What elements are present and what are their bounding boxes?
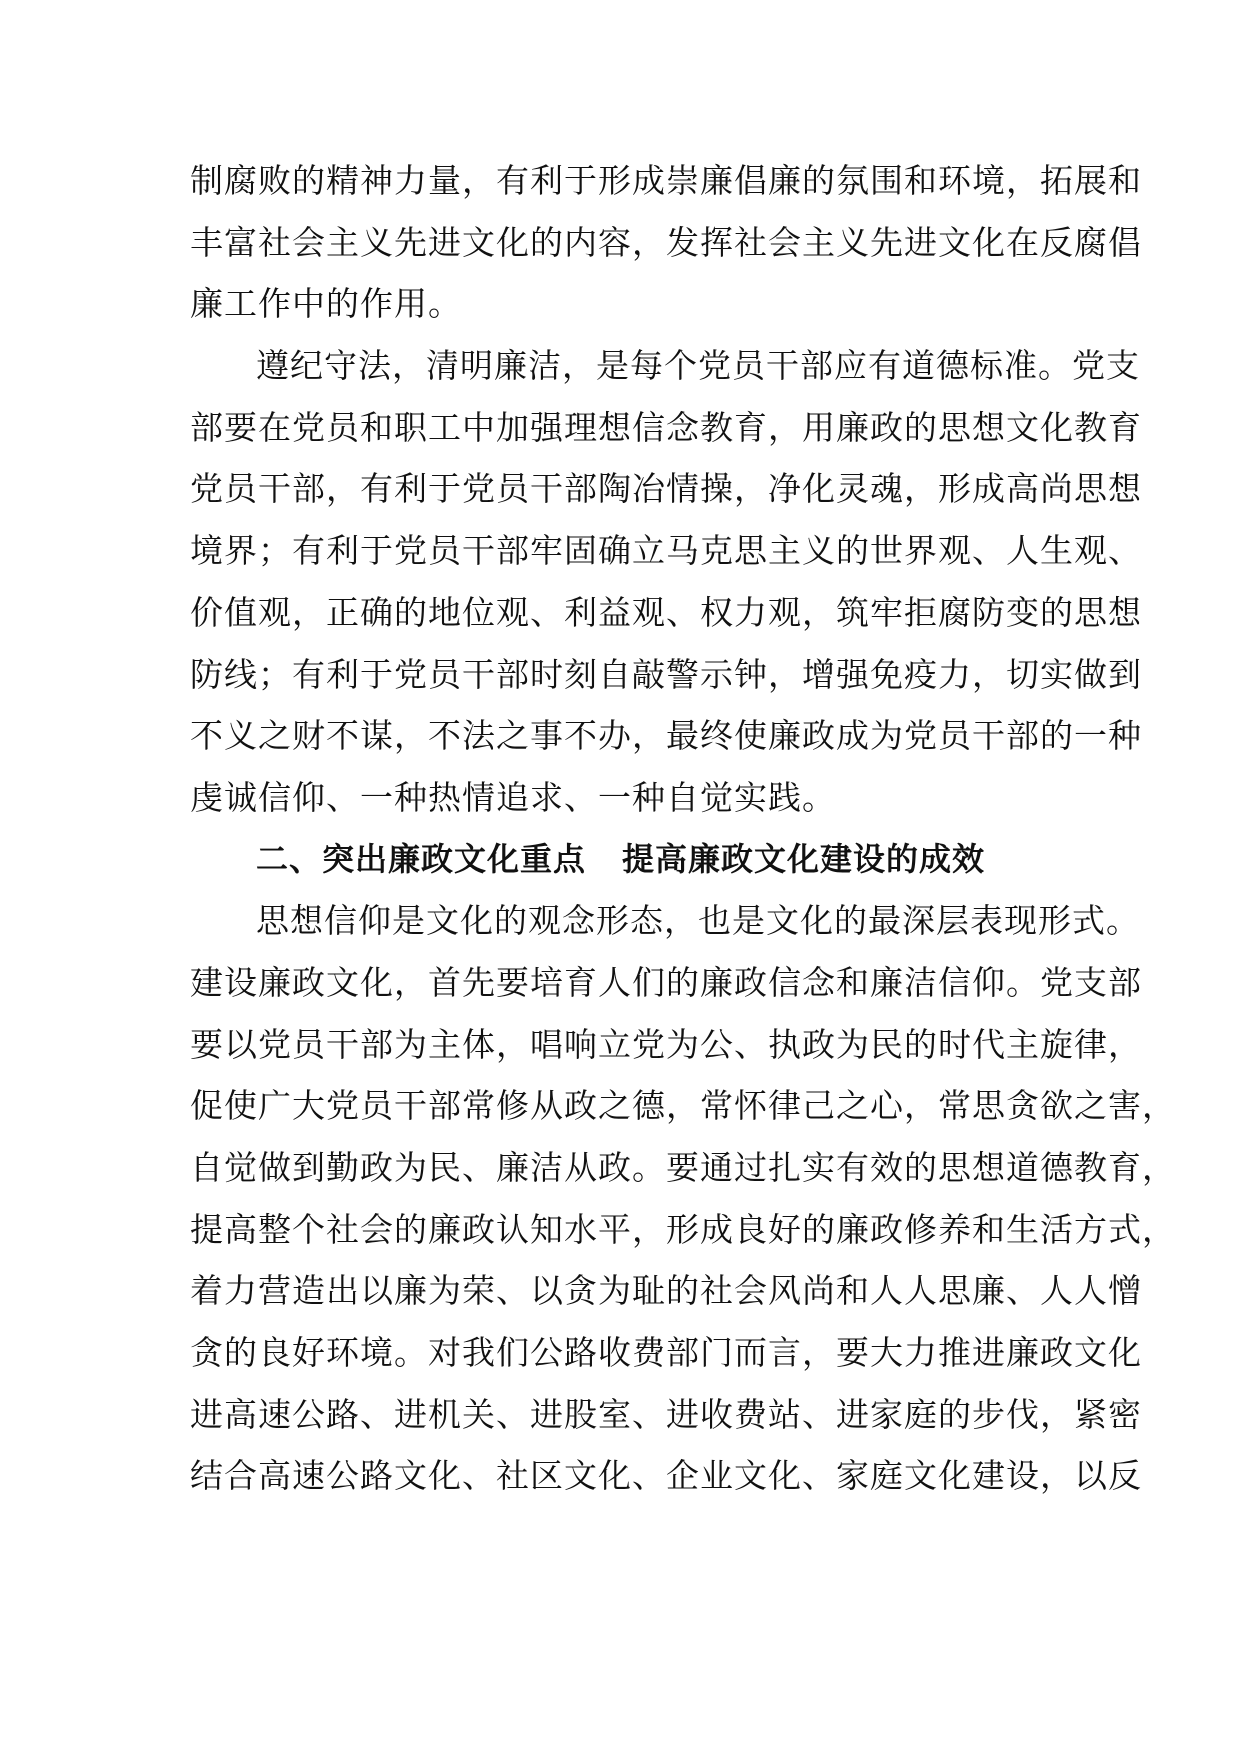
text-line: 贪的良好环境。对我们公路收费部门而言，要大力推进廉政文化 <box>190 1333 1142 1373</box>
text-line: 境界；有利于党员干部牢固确立马克思主义的世界观、人生观、 <box>190 531 1142 571</box>
text-line: 自觉做到勤政为民、廉洁从政。要通过扎实有效的思想道德教育， <box>190 1148 1176 1187</box>
text-line: 价值观，正确的地位观、利益观、权力观，筑牢拒腐防变的思想 <box>190 592 1142 632</box>
paragraph-1 <box>190 150 1142 335</box>
text-line: 防线；有利于党员干部时刻自敲警示钟，增强免疫力，切实做到 <box>190 654 1142 694</box>
text-line: 遵纪守法，清明廉洁，是每个党员干部应有道德标准。党支 <box>256 346 1140 386</box>
document-body <box>190 150 1176 1507</box>
section-heading-number-title: 二、突出廉政文化重点 <box>256 839 587 878</box>
text-line: 建设廉政文化，首先要培育人们的廉政信念和廉洁信仰。党支部 <box>190 962 1142 1002</box>
text-line: 虔诚信仰、一种热情追求、一种自觉实践。 <box>190 777 836 817</box>
text-line: 促使广大党员干部常修从政之德，常怀律己之心，常思贪欲之害， <box>190 1086 1176 1126</box>
section-heading <box>190 829 1052 891</box>
text-line: 丰富社会主义先进文化的内容，发挥社会主义先进文化在反腐倡 <box>190 222 1142 262</box>
text-line: 部要在党员和职工中加强理想信念教育，用廉政的思想文化教育 <box>190 407 1142 447</box>
paragraph-3 <box>190 890 1176 1507</box>
text-line: 党员干部，有利于党员干部陶冶情操，净化灵魂，形成高尚思想 <box>190 469 1142 509</box>
text-line: 思想信仰是文化的观念形态，也是文化的最深层表现形式。 <box>256 901 1140 941</box>
text-line: 结合高速公路文化、社区文化、企业文化、家庭文化建设，以反 <box>190 1456 1142 1496</box>
text-line: 廉工作中的作用。 <box>190 284 462 324</box>
text-line: 进高速公路、进机关、进股室、进收费站、进家庭的步伐，紧密 <box>190 1394 1142 1434</box>
section-heading-subtitle: 提高廉政文化建设的成效 <box>622 839 986 878</box>
paragraph-2 <box>190 335 1142 829</box>
text-line: 提高整个社会的廉政认知水平，形成良好的廉政修养和生活方式， <box>190 1209 1176 1249</box>
text-line: 不义之财不谋，不法之事不办，最终使廉政成为党员干部的一种 <box>190 716 1142 756</box>
text-line: 要以党员干部为主体，唱响立党为公、执政为民的时代主旋律， <box>190 1024 1142 1064</box>
text-line: 着力营造出以廉为荣、以贪为耻的社会风尚和人人思廉、人人憎 <box>190 1271 1142 1311</box>
text-line: 制腐败的精神力量，有利于形成崇廉倡廉的氛围和环境，拓展和 <box>190 161 1142 200</box>
